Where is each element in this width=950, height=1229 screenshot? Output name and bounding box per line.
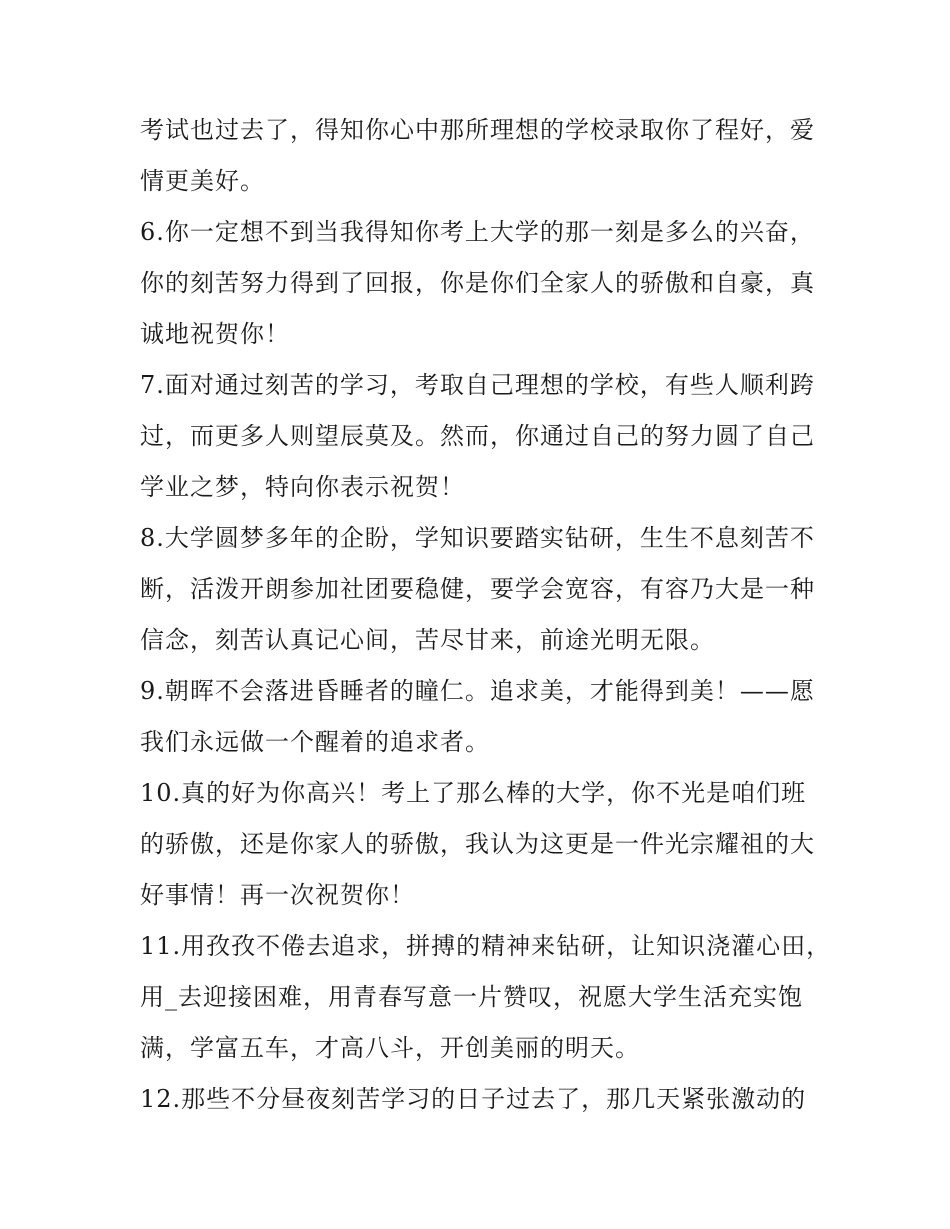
text-line: 9.朝晖不会落进昏睡者的瞳仁。追求美，才能得到美！——愿 (140, 677, 815, 705)
text-line: 12.那些不分昼夜刻苦学习的日子过去了，那几天紧张激动的 (140, 1085, 807, 1113)
text-line: 10.真的好为你高兴！考上了那么棒的大学，你不光是咱们班 (140, 779, 807, 807)
text-line: 6.你一定想不到当我得知你考上大学的那一刻是多么的兴奋， (140, 218, 815, 246)
text-line: 满，学富五车，才高八斗，开创美丽的明天。 (140, 1034, 640, 1062)
text-line: 过，而更多人则望辰莫及。然而，你通过自己的努力圆了自己 (140, 422, 815, 450)
document-body (140, 105, 832, 1125)
text-line: 用_去迎接困难，用青春写意一片赞叹，祝愿大学生活充实饱 (140, 983, 803, 1011)
text-line: 诚地祝贺你！ (140, 320, 290, 348)
text-line: 好事情！再一次祝贺你！ (140, 881, 415, 909)
text-line: 8.大学圆梦多年的企盼，学知识要踏实钻研，生生不息刻苦不 (140, 524, 815, 552)
text-line: 11.用孜孜不倦去追求，拼搏的精神来钻研，让知识浇灌心田， (140, 932, 832, 960)
text-line: 情更美好。 (140, 167, 265, 195)
text-line: 断，活泼开朗参加社团要稳健，要学会宽容，有容乃大是一种 (140, 575, 815, 603)
text-line: 的骄傲，还是你家人的骄傲，我认为这更是一件光宗耀祖的大 (140, 830, 815, 858)
text-line: 学业之梦，特向你表示祝贺！ (140, 473, 465, 501)
text-line: 信念，刻苦认真记心间，苦尽甘来，前途光明无限。 (140, 626, 715, 654)
text-line: 7.面对通过刻苦的学习，考取自己理想的学校，有些人顺利跨 (140, 371, 815, 399)
text-line: 考试也过去了，得知你心中那所理想的学校录取你了程好，爱 (140, 116, 815, 144)
text-line: 我们永远做一个醒着的追求者。 (140, 728, 490, 756)
text-line: 你的刻苦努力得到了回报，你是你们全家人的骄傲和自豪，真 (140, 269, 815, 297)
